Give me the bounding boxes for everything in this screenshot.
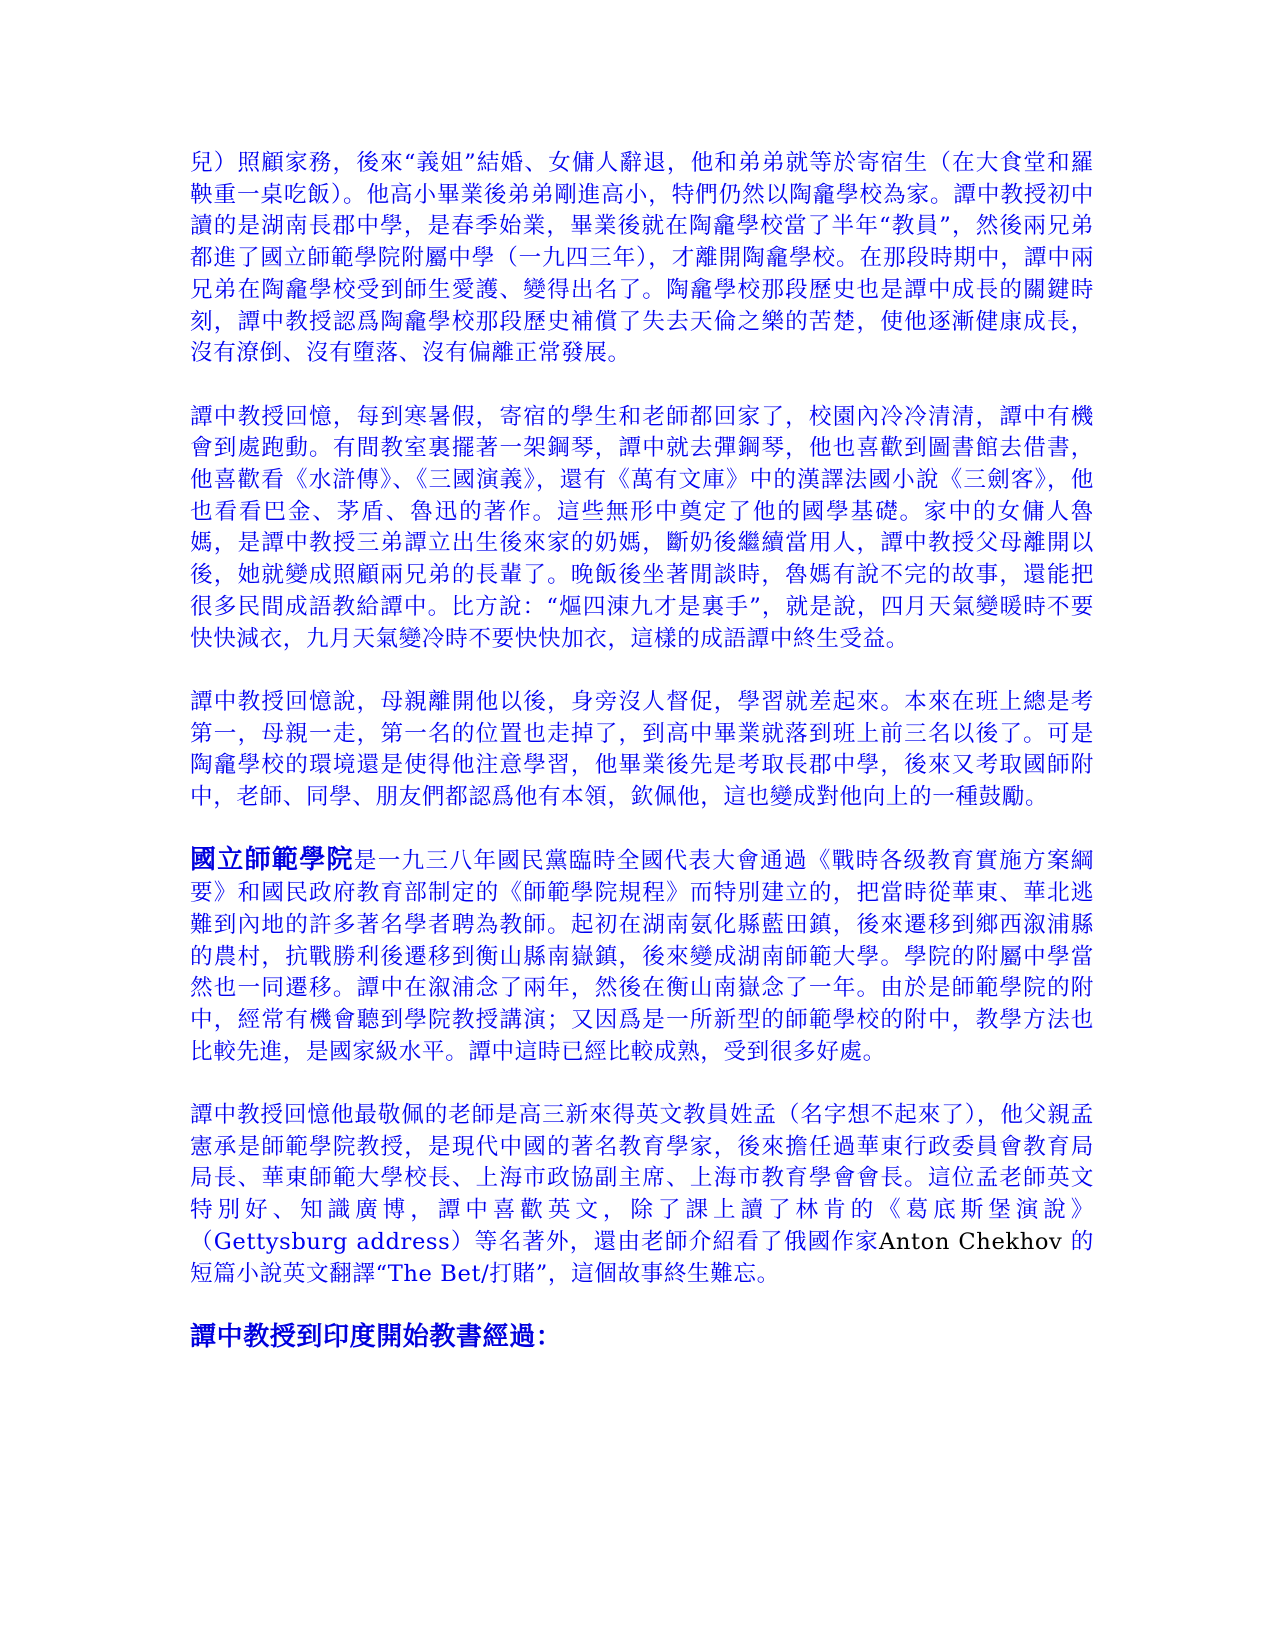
- document-body: [190, 148, 1094, 1354]
- paragraph-lead-term: 國立師範學院: [190, 845, 354, 876]
- paragraph-text: 兒）照顧家務，後來“義姐”結婚、女傭人辭退，他和弟弟就等於寄宿生（在大食堂和羅鞅重一桌吃飯）。他高小畢業後弟弟剛進高小，特們仍然以陶龕學校為家。譚中教授初中讀的是湖南長郡中學，是春季始業，畢業後就在陶龕學校當了半年“教員”，然後兩兄弟都進了國立師範學院附屬中學（一九四三年），才離開陶龕學校。在那段時期中，譚中兩兄弟在陶龕學校受到師生愛護、變得出名了。陶龕學校那段歷史也是譚中成長的關鍵時刻，譚中教授認爲陶龕學校那段歷史補償了失去天倫之樂的苦楚，使他逐漸健康成長，沒有潦倒、沒有墮落、沒有偏離正常發展。: [190, 150, 1094, 367]
- paragraph-text: 的短篇小說英文翻譯“The Bet/打賭”，這個故事終生難忘。: [190, 1228, 1094, 1287]
- paragraph-text: 譚中教授回憶他最敬佩的老師是高三新來得英文教員姓孟（名字想不起來了），他父親孟憲承是師範學院教授，是現代中國的著名教育學家，後來擔任過華東行政委員會教育局局長、華東師範大學校長、上海市政協副主席、上海市教育學會會長。這位孟老師英文特別好、知識廣博，譚中喜歡英文，除了課上讀了林肯的《葛底斯堡演說》（Gettysburg address）等名著外，還由老師介紹看了俄國作家: [190, 1102, 1094, 1255]
- paragraph-text: 是一九三八年國民黨臨時全國代表大會通過《戰時各级教育實施方案綱要》和國民政府教育部制定的《師範學院規程》而特別建立的，把當時從華東、華北逃難到內地的許多著名學者聘為教師。起初在湖南氨化縣藍田鎮，後來遷移到鄉西溆浦縣的農村，抗戰勝利後遷移到衡山縣南嶽鎮，後來變成湖南師範大學。學院的附屬中學當然也一同遷移。譚中在溆浦念了兩年，然後在衡山南嶽念了一年。由於是師範學院的附中，經常有機會聽到學院教授講演；又因爲是一所新型的師範學校的附中，教學方法也比較先進，是國家級水平。譚中這時已經比較成熟，受到很多好處。: [190, 848, 1094, 1065]
- paragraph-text: 譚中教授回憶說，母親離開他以後，身旁沒人督促，學習就差起來。本來在班上總是考第一，母親一走，第一名的位置也走掉了，到高中畢業就落到班上前三名以後了。可是陶龕學校的環境還是使得他注意學習，他畢業後先是考取長郡中學，後來又考取國師附中，老師、同學、朋友們都認爲他有本領，欽佩他，這也變成對他向上的一種鼓勵。: [190, 688, 1094, 811]
- paragraph-text: 譚中教授回憶，每到寒暑假，寄宿的學生和老師都回家了，校園內冷冷清清，譚中有機會到處跑動。有間教室裏擺著一架鋼琴，譚中就去彈鋼琴，他也喜歡到圖書館去借書，他喜歡看《水滸傳》、《三國演義》，還有《萬有文庫》中的漢譯法國小說《三劍客》，他也看看巴金、茅盾、魯迅的著作。這些無形中奠定了他的國學基礎。家中的女傭人魯媽，是譚中教授三弟譚立出生後來家的奶媽，斷奶後繼續當用人，譚中教授父母離開以後，她就變成照顧兩兄弟的長輩了。晚飯後坐著閒談時，魯媽有說不完的故事，還能把很多民間成語教給譚中。比方說：“熰四涷九才是裏手”，就是說，四月天氣變暖時不要快快減衣，九月天氣變冷時不要快快加衣，這樣的成語譚中終生受益。: [190, 403, 1094, 652]
- section-heading: 譚中教授到印度開始教書經過：: [190, 1322, 563, 1353]
- paragraph-normal-college: [190, 845, 1094, 1068]
- paragraph-tao-kan-school: [190, 148, 1094, 370]
- author-name: Anton Chekhov: [878, 1228, 1063, 1255]
- paragraph-study-habits: [190, 687, 1094, 814]
- paragraph-holiday-memories: [190, 402, 1094, 656]
- paragraph-english-teacher: [190, 1100, 1094, 1290]
